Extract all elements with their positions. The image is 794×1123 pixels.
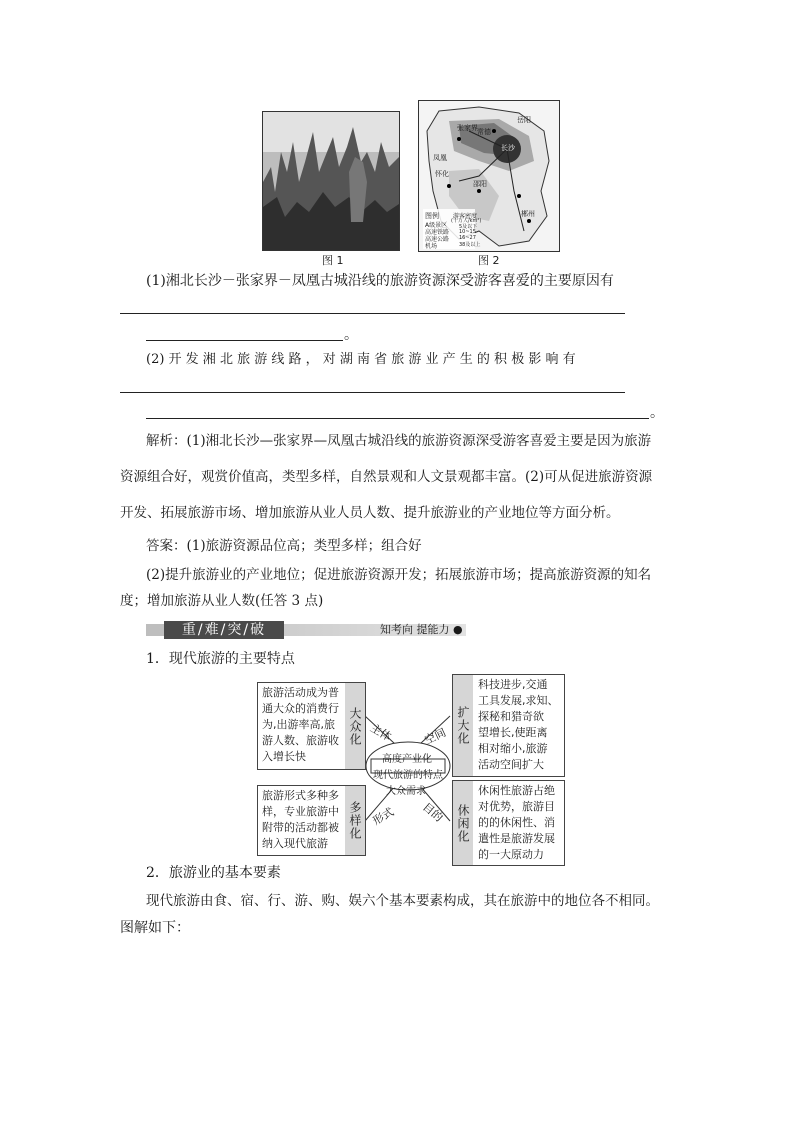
connector-label-form: 形式 bbox=[370, 805, 397, 828]
question-2-text: (2) 开 发 湘 北 旅 游 线 路 ， 对 湖 南 省 旅 游 业 产 生 的 积 极 影 响 有 bbox=[146, 352, 576, 367]
feature-box-diverse bbox=[257, 785, 366, 856]
map-legend-airport: 机场 bbox=[425, 243, 438, 250]
map-legend-a: A级景区 bbox=[425, 222, 448, 229]
section-2-line-2: 图解如下： bbox=[120, 920, 190, 936]
feature-box-leisure bbox=[452, 780, 565, 866]
connector-label-purpose: 目的 bbox=[420, 800, 446, 825]
answer-line-3: 度；增加旅游从业人数(任答 3 点) bbox=[120, 593, 324, 609]
feature-box-expand-text: 科技进步,交通 工具发展,求知、 探秘和猎奇欲 望增长,使距离 相对缩小,旅游 活动空间扩大 bbox=[478, 678, 559, 771]
answer-line bbox=[146, 340, 343, 341]
feature-box-mass-text: 旅游活动成为普 通大众的消费行 为,出游率高,旅 游人数、旅游收 入增长快 bbox=[262, 686, 339, 763]
analysis-line-3: 开发、拓展旅游市场、增加旅游从业人员人数、提升旅游业的产业地位等方面分析。 bbox=[120, 505, 620, 521]
answer-line-1: 答案：(1)旅游资源品位高；类型多样；组合好 bbox=[146, 538, 422, 554]
question-1-text: (1)湘北长沙－张家界－凤凰古城沿线的旅游资源深受游客喜爱的主要原因有 bbox=[146, 273, 614, 289]
figure-2-caption: 图 2 bbox=[478, 254, 500, 267]
section-1-heading: 1．现代旅游的主要特点 bbox=[146, 651, 295, 667]
feature-box-mass-tag: 大众化 bbox=[345, 683, 365, 769]
hunan-tourism-map bbox=[418, 100, 560, 252]
map-label-zhangjiajie: 张家界 bbox=[457, 124, 478, 132]
map-legend-density: 游客密度 bbox=[453, 213, 478, 220]
map-label-changde: 常德 bbox=[477, 128, 491, 136]
feature-box-diverse-tag: 多样化 bbox=[345, 786, 365, 855]
map-legend-r2: 10~15 bbox=[459, 229, 476, 235]
map-label-shaoyang: 邵阳 bbox=[473, 180, 487, 188]
answer-line bbox=[146, 418, 649, 419]
section-2-heading: 2．旅游业的基本要素 bbox=[146, 865, 281, 881]
feature-box-mass bbox=[257, 682, 366, 770]
karst-peaks-photo bbox=[262, 111, 400, 251]
feature-box-diverse-text: 旅游形式多种多 样，专业旅游中 附带的活动都被 纳入现代旅游 bbox=[262, 789, 339, 850]
answer-line-2: (2)提升旅游业的产业地位；促进旅游资源开发；拓展旅游市场；提高旅游资源的知名 bbox=[146, 567, 652, 583]
analysis-line-2: 资源组合好，观赏价值高，类型多样，自然景观和人文景观都丰富。(2)可从促进旅游资源 bbox=[120, 469, 653, 485]
answer-line bbox=[120, 392, 625, 393]
map-label-yueyang: 岳阳 bbox=[517, 116, 531, 124]
center-top-label: 高度产业化 bbox=[382, 754, 432, 765]
connector-label-space: 空间 bbox=[422, 725, 448, 747]
answer-line bbox=[120, 313, 625, 314]
feature-box-expand-tag: 扩大化 bbox=[453, 675, 473, 776]
map-label-fenghuang: 凤凰 bbox=[433, 154, 447, 162]
map-label-changsha: 长沙 bbox=[501, 144, 515, 152]
feature-box-leisure-tag: 休闲化 bbox=[453, 781, 473, 865]
map-legend-title: 图例 bbox=[425, 212, 439, 220]
map-legend-unit: (十万人/km²) bbox=[451, 218, 482, 224]
section-banner-title: 重/难/突/破 bbox=[164, 621, 284, 639]
map-legend-high-speed: 高速铁路 bbox=[425, 229, 450, 236]
section-2-line-1: 现代旅游由食、宿、行、游、购、娱六个基本要素构成，其在旅游中的地位各不相同。 bbox=[146, 893, 659, 909]
center-main-label: 现代旅游的特点 bbox=[373, 770, 443, 781]
map-legend-highway: 高速公路 bbox=[425, 236, 450, 243]
connector-label-subject: 主体 bbox=[367, 721, 394, 744]
feature-box-leisure-text: 休闲性旅游占绝 对优势，旅游目 的的休闲性、消 遣性是旅游发展 的一大原动力 bbox=[478, 784, 555, 861]
center-bottom-label: 大众需求 bbox=[386, 786, 426, 797]
map-legend-r1: 5及以下 bbox=[459, 224, 478, 230]
section-banner-right: 知考向 提能力 ● bbox=[380, 623, 463, 636]
map-label-huaihua: 怀化 bbox=[435, 170, 449, 178]
map-legend-r3: 16~27 bbox=[459, 235, 476, 241]
analysis-line-1: 解析：(1)湘北长沙—张家界—凤凰古城沿线的旅游资源深受游客喜爱主要是因为旅游 bbox=[146, 433, 652, 449]
feature-box-expand bbox=[452, 674, 565, 777]
map-legend-r4: 38及以上 bbox=[459, 242, 481, 248]
question-2-end: 。 bbox=[650, 405, 664, 421]
figure-1-caption: 图 1 bbox=[322, 254, 344, 267]
question-1-end: 。 bbox=[344, 327, 358, 343]
map-label-chenzhou: 郴州 bbox=[521, 210, 535, 218]
